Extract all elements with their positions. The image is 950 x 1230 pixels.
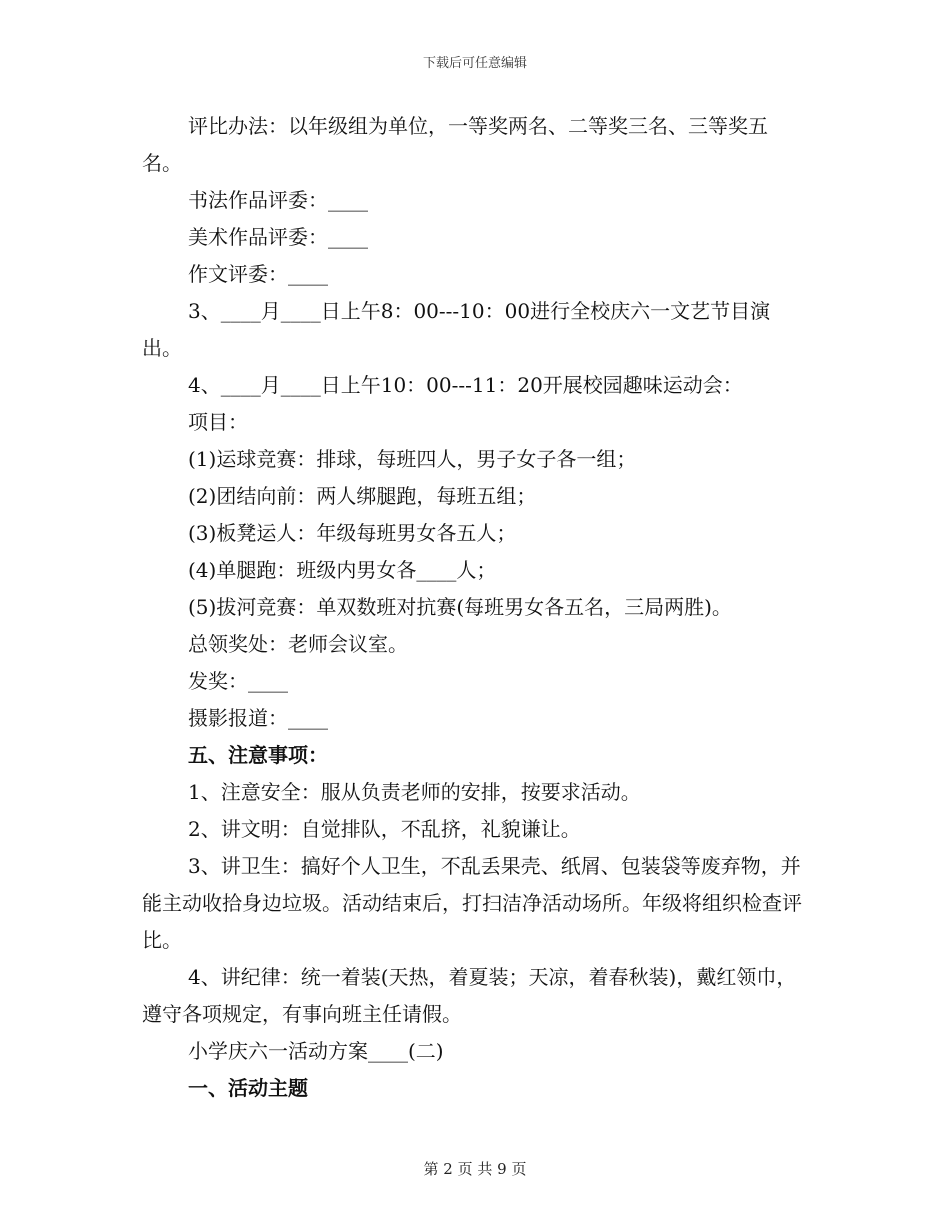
paragraph: 4、讲纪律：统一着装(天热，着夏装；天凉，着春秋装)，戴红领巾，遵守各项规定，有事向班主任请假。	[142, 965, 797, 1026]
paragraph: 发奖：____	[188, 669, 288, 693]
list-item: (1)运球竞赛：排球，每班四人，男子女子各一组；	[188, 447, 637, 471]
paragraph: 2、讲文明：自觉排队，不乱挤，礼貌谦让。	[188, 817, 581, 841]
paragraph: 总领奖处：老师会议室。	[188, 632, 408, 656]
list-item: (4)单腿跑：班级内男女各____人；	[188, 558, 497, 582]
paragraph: 1、注意安全：服从负责老师的安排，按要求活动。	[188, 780, 641, 804]
paragraph: 3、____月____日上午8：00---10：00进行全校庆六一文艺节目演出。	[142, 299, 771, 360]
page-header: 下载后可任意编辑	[422, 56, 527, 71]
section-heading: 一、活动主题	[188, 1076, 308, 1100]
paragraph: 评比办法：以年级组为单位，一等奖两名、二等奖三名、三等奖五名。	[142, 114, 768, 175]
list-item: (5)拔河竞赛：单双数班对抗赛(每班男女各五名，三局两胜)。	[188, 595, 732, 619]
subtitle: 小学庆六一活动方案____(二)	[188, 1039, 444, 1063]
paragraph: 项目：	[188, 410, 248, 434]
section-heading: 五、注意事项：	[188, 743, 328, 767]
document-body	[142, 108, 802, 1107]
paragraph: 书法作品评委：____	[188, 188, 368, 212]
paragraph: 3、讲卫生：搞好个人卫生，不乱丢果壳、纸屑、包装袋等废弃物，并能主动收拾身边垃圾。活动结束后，打扫洁净活动场所。年级将组织检查评比。	[142, 854, 802, 952]
page-footer: 第 2 页 共 9 页	[423, 1160, 527, 1178]
paragraph: 美术作品评委：____	[188, 225, 368, 249]
list-item: (2)团结向前：两人绑腿跑，每班五组；	[188, 484, 537, 508]
paragraph: 作文评委：____	[188, 262, 328, 286]
paragraph: 4、____月____日上午10：00---11：20开展校园趣味运动会：	[188, 373, 743, 397]
paragraph: 摄影报道：____	[188, 706, 328, 730]
list-item: (3)板凳运人：年级每班男女各五人；	[188, 521, 517, 545]
